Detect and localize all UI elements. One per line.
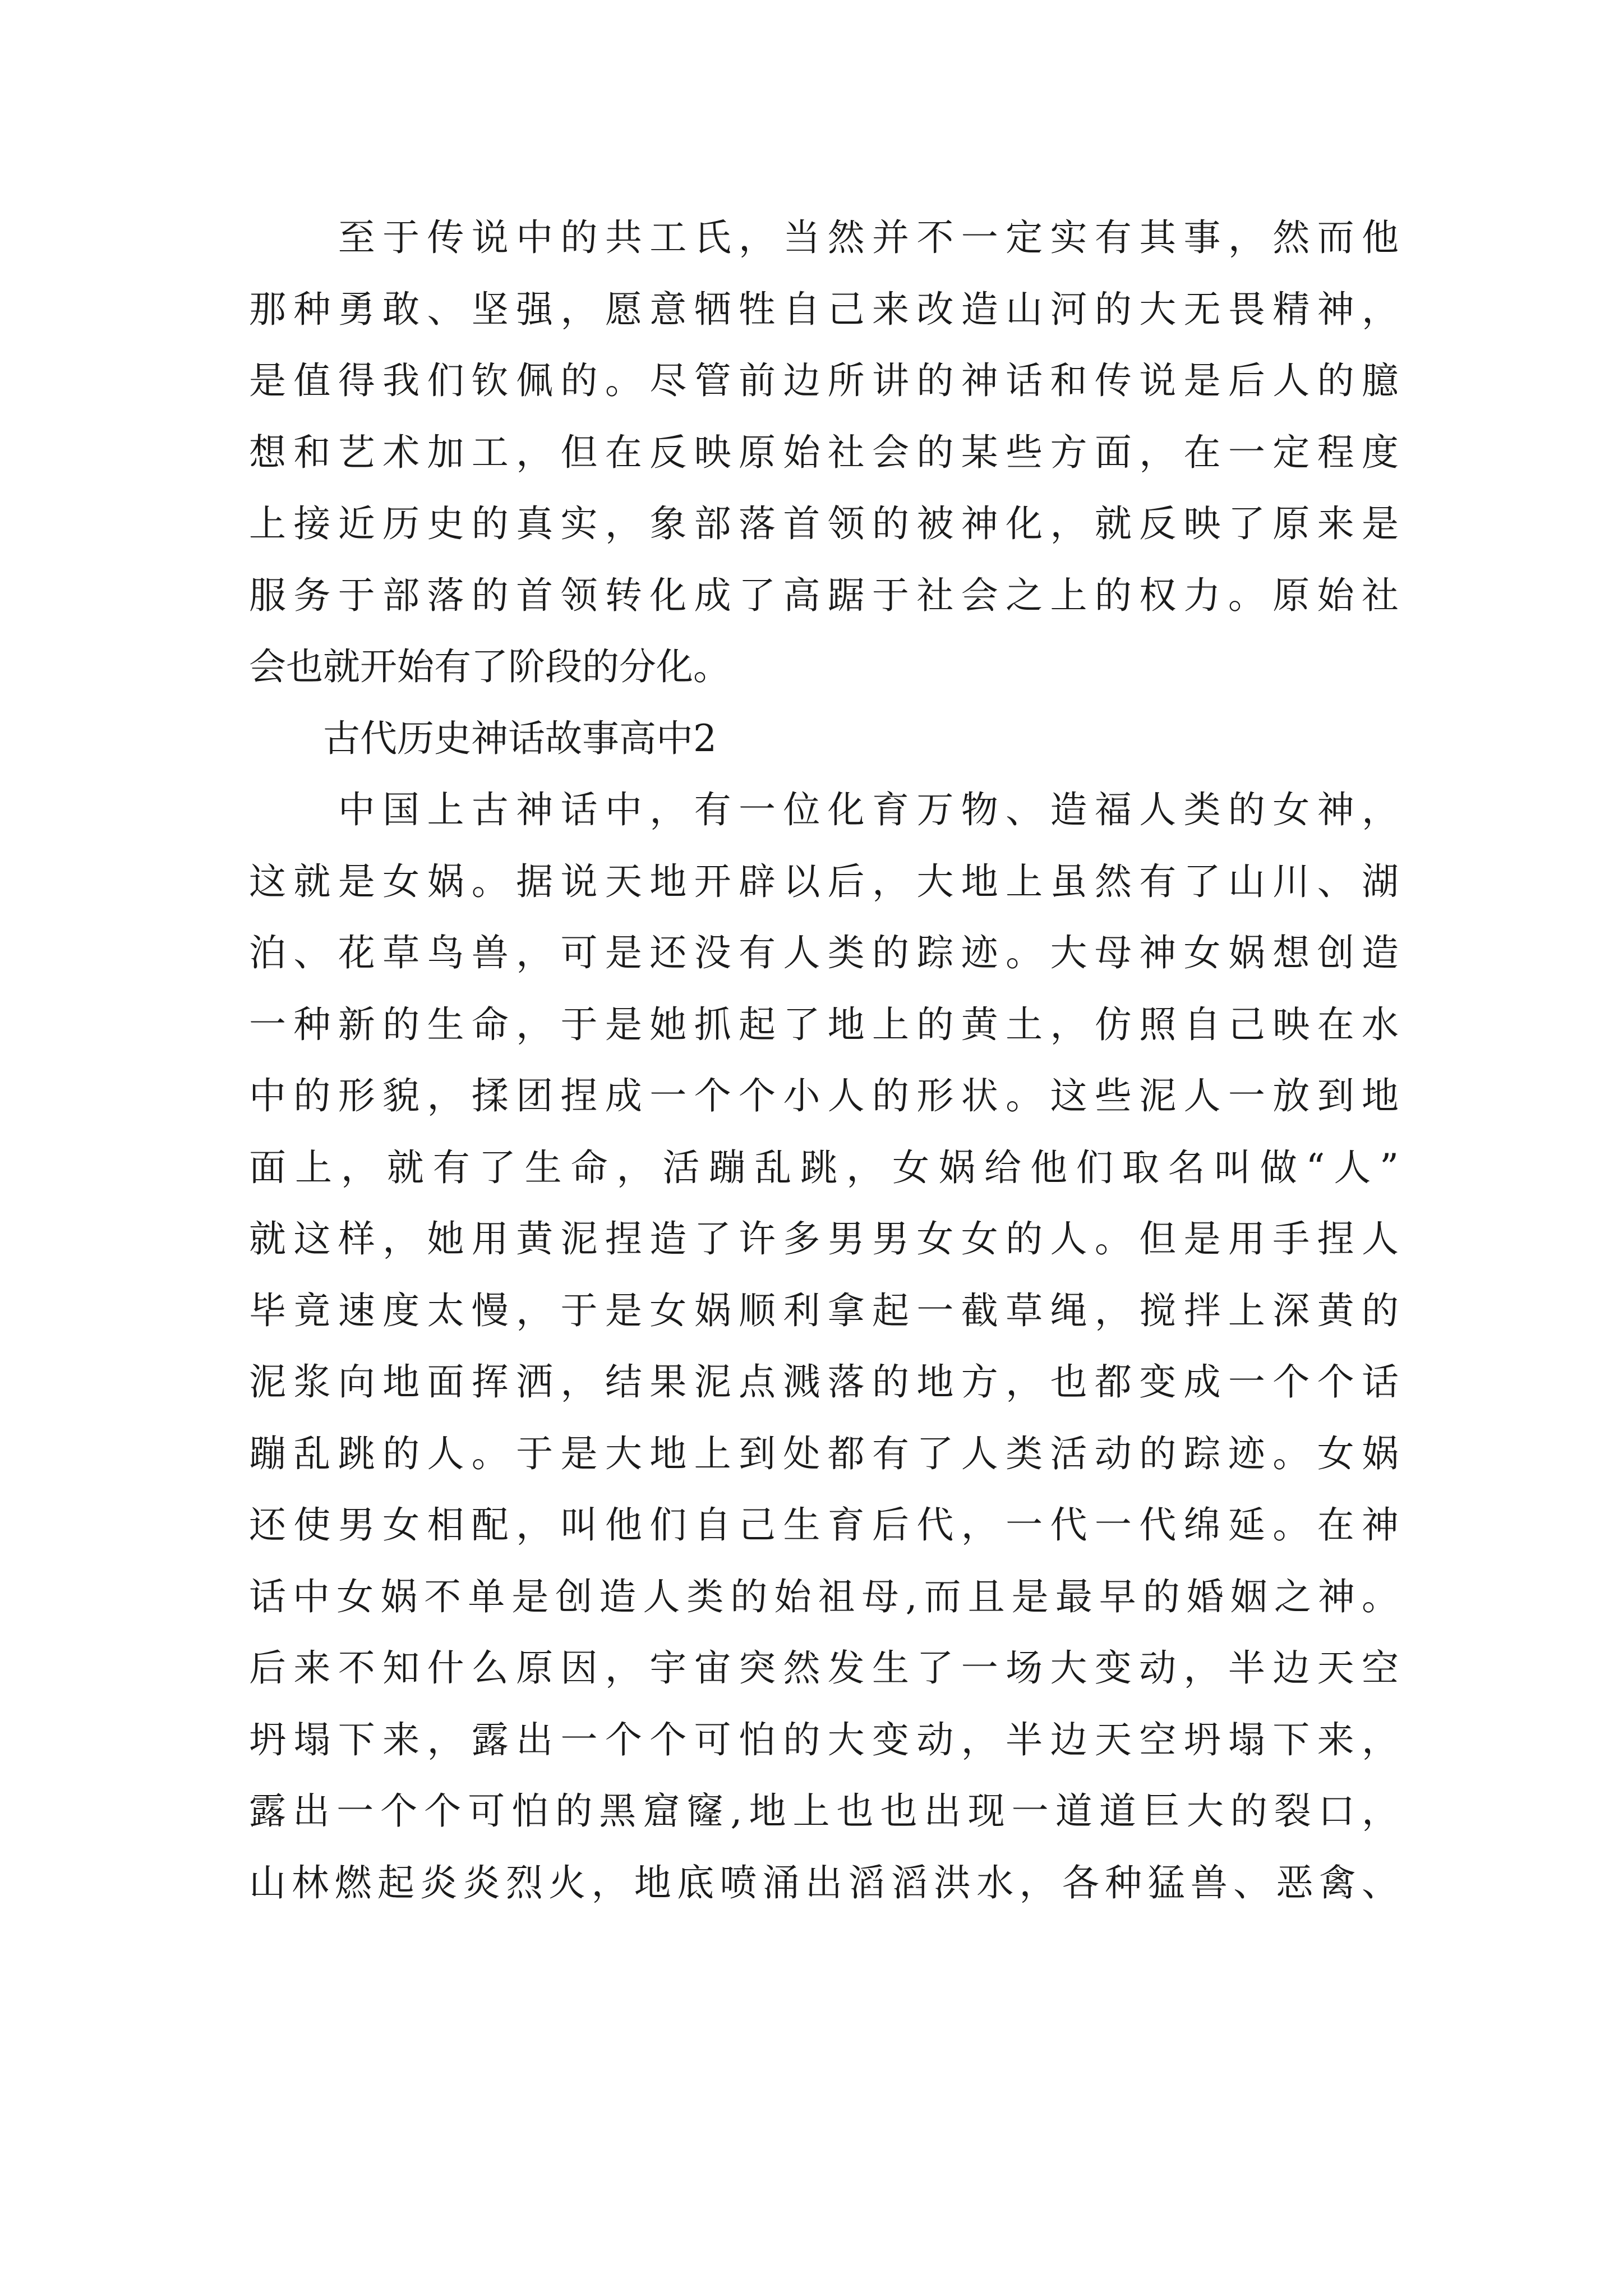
text-line: 话中女娲不单是创造人类的始祖母,而且是最早的婚姻之神。 [249, 1575, 1399, 1618]
text-line: 面上，就有了生命，活蹦乱跳，女娲给他们取名叫做“人” [249, 1145, 1399, 1189]
text-line: 露出一个个可怕的黑窟窿,地上也也出现一道道巨大的裂口， [249, 1789, 1399, 1833]
text-line: 那种勇敢、坚强，愿意牺牲自己来改造山河的大无畏精神， [249, 287, 1399, 331]
text-line: 中的形貌，揉团捏成一个个小人的形状。这些泥人一放到地 [249, 1074, 1399, 1117]
text-line: 泥浆向地面挥洒，结果泥点溅落的地方，也都变成一个个话 [249, 1360, 1399, 1404]
text-line: 蹦乱跳的人。于是大地上到处都有了人类活动的踪迹。女娲 [249, 1432, 1399, 1475]
text-line: 山林燃起炎炎烈火，地底喷涌出滔滔洪水，各种猛兽、恶禽、 [249, 1861, 1399, 1904]
text-line: 还使男女相配，叫他们自己生育后代，一代一代绵延。在神 [249, 1503, 1399, 1547]
text-line: 坍塌下来，露出一个个可怕的大变动，半边天空坍塌下来， [249, 1718, 1399, 1761]
text-line: 中国上古神话中，有一位化育万物、造福人类的女神， [249, 788, 1399, 831]
text-line: 是值得我们钦佩的。尽管前边所讲的神话和传说是后人的臆 [249, 359, 1399, 402]
text-line: 毕竟速度太慢，于是女娲顺利拿起一截草绳，搅拌上深黄的 [249, 1289, 1399, 1332]
text-line: 至于传说中的共工氏，当然并不一定实有其事，然而他 [249, 216, 1399, 259]
document-body [249, 202, 1399, 1918]
text-line: 后来不知什么原因，宇宙突然发生了一场大变动，半边天空 [249, 1646, 1399, 1690]
text-line: 想和艺术加工，但在反映原始社会的某些方面，在一定程度 [249, 430, 1399, 474]
text-line: 泊、花草鸟兽，可是还没有人类的踪迹。大母神女娲想创造 [249, 931, 1399, 974]
text-line: 这就是女娲。据说天地开辟以后，大地上虽然有了山川、湖 [249, 859, 1399, 903]
text-line: 服务于部落的首领转化成了高踞于社会之上的权力。原始社 [249, 573, 1399, 617]
section-heading: 古代历史神话故事高中2 [249, 716, 717, 760]
text-line: 会也就开始有了阶段的分化。 [249, 645, 730, 688]
text-line: 上接近历史的真实，象部落首领的被神化，就反映了原来是 [249, 502, 1399, 545]
text-line: 就这样，她用黄泥捏造了许多男男女女的人。但是用手捏人 [249, 1217, 1399, 1260]
text-line: 一种新的生命，于是她抓起了地上的黄土，仿照自己映在水 [249, 1002, 1399, 1046]
